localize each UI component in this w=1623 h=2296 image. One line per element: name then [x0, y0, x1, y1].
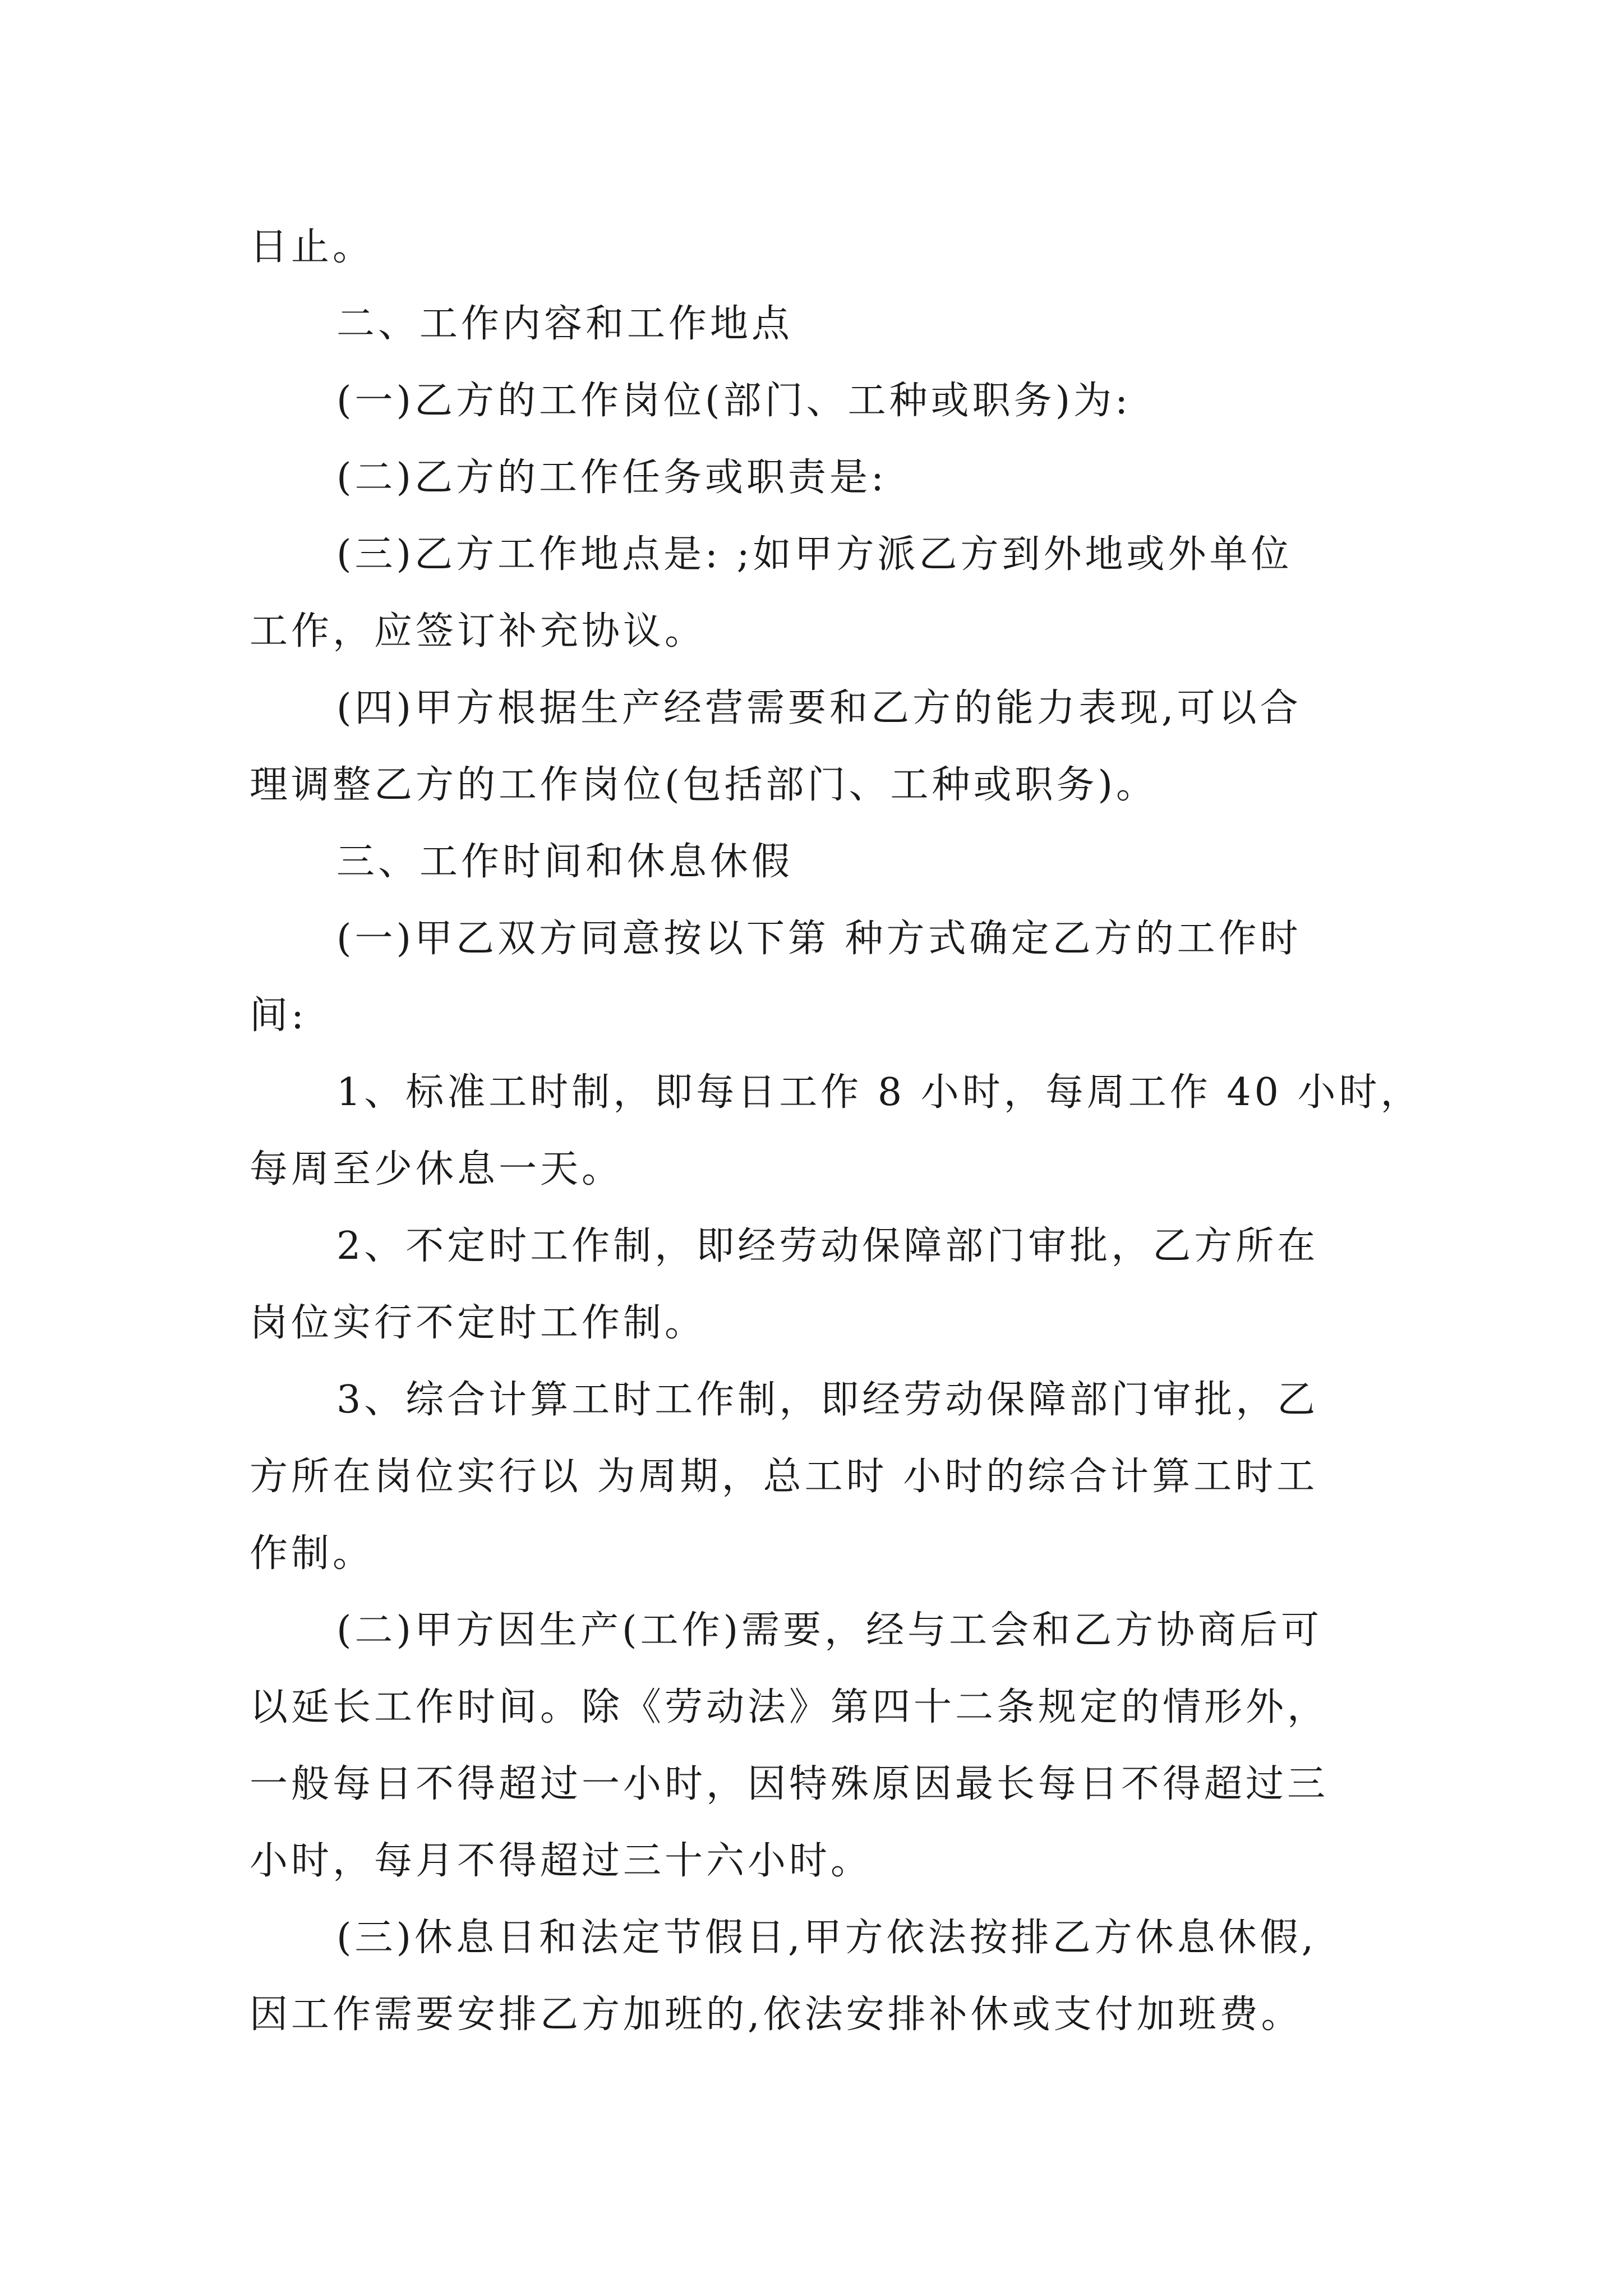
- text-line: 每周至少休息一天。: [250, 1147, 624, 1191]
- text-line: 日止。: [250, 225, 375, 269]
- text-line: 3、综合计算工时工作制，即经劳动保障部门审批，乙: [336, 1378, 1319, 1422]
- text-line: 以延长工作时间。除《劳动法》第四十二条规定的情形外，: [250, 1685, 1329, 1729]
- document-body: [250, 209, 1422, 2053]
- text-line: (四)甲方根据生产经营需要和乙方的能力表现,可以合: [336, 686, 1302, 730]
- text-line: 小时，每月不得超过三十六小时。: [250, 1839, 873, 1883]
- text-line: 理调整乙方的工作岗位(包括部门、工种或职务)。: [250, 763, 1158, 807]
- text-line: 2、不定时工作制，即经劳动保障部门审批，乙方所在: [336, 1224, 1319, 1268]
- text-line: 因工作需要安排乙方加班的,依法安排补休或支付加班费。: [250, 1993, 1303, 2037]
- section-heading: 三、工作时间和休息休假: [336, 840, 794, 884]
- text-line: (二)甲方因生产(工作)需要，经与工会和乙方协商后可: [336, 1608, 1323, 1653]
- text-line: (一)甲乙双方同意按以下第 种方式确定乙方的工作时: [336, 917, 1302, 961]
- text-line: 方所在岗位实行以 为周期，总工时 小时的综合计算工时工: [250, 1455, 1318, 1499]
- text-line: 作制。: [250, 1531, 375, 1576]
- document-page: [250, 209, 1422, 2053]
- text-line: 一般每日不得超过一小时，因特殊原因最长每日不得超过三: [250, 1762, 1329, 1806]
- text-line: 1、标准工时制，即每日工作 8 小时，每周工作 40 小时，: [336, 1070, 1422, 1115]
- text-line: (一)乙方的工作岗位(部门、工种或职务)为:: [336, 379, 1132, 423]
- text-line: (三)乙方工作地点是: ;如甲方派乙方到外地或外单位: [336, 532, 1293, 577]
- section-heading: 二、工作内容和工作地点: [336, 302, 794, 346]
- text-line: 岗位实行不定时工作制。: [250, 1301, 707, 1345]
- text-line: (二)乙方的工作任务或职责是:: [336, 455, 887, 500]
- text-line: (三)休息日和法定节假日,甲方依法按排乙方休息休假,: [336, 1916, 1317, 1960]
- text-line: 间:: [250, 993, 307, 1038]
- text-line: 工作，应签订补充协议。: [250, 609, 707, 654]
